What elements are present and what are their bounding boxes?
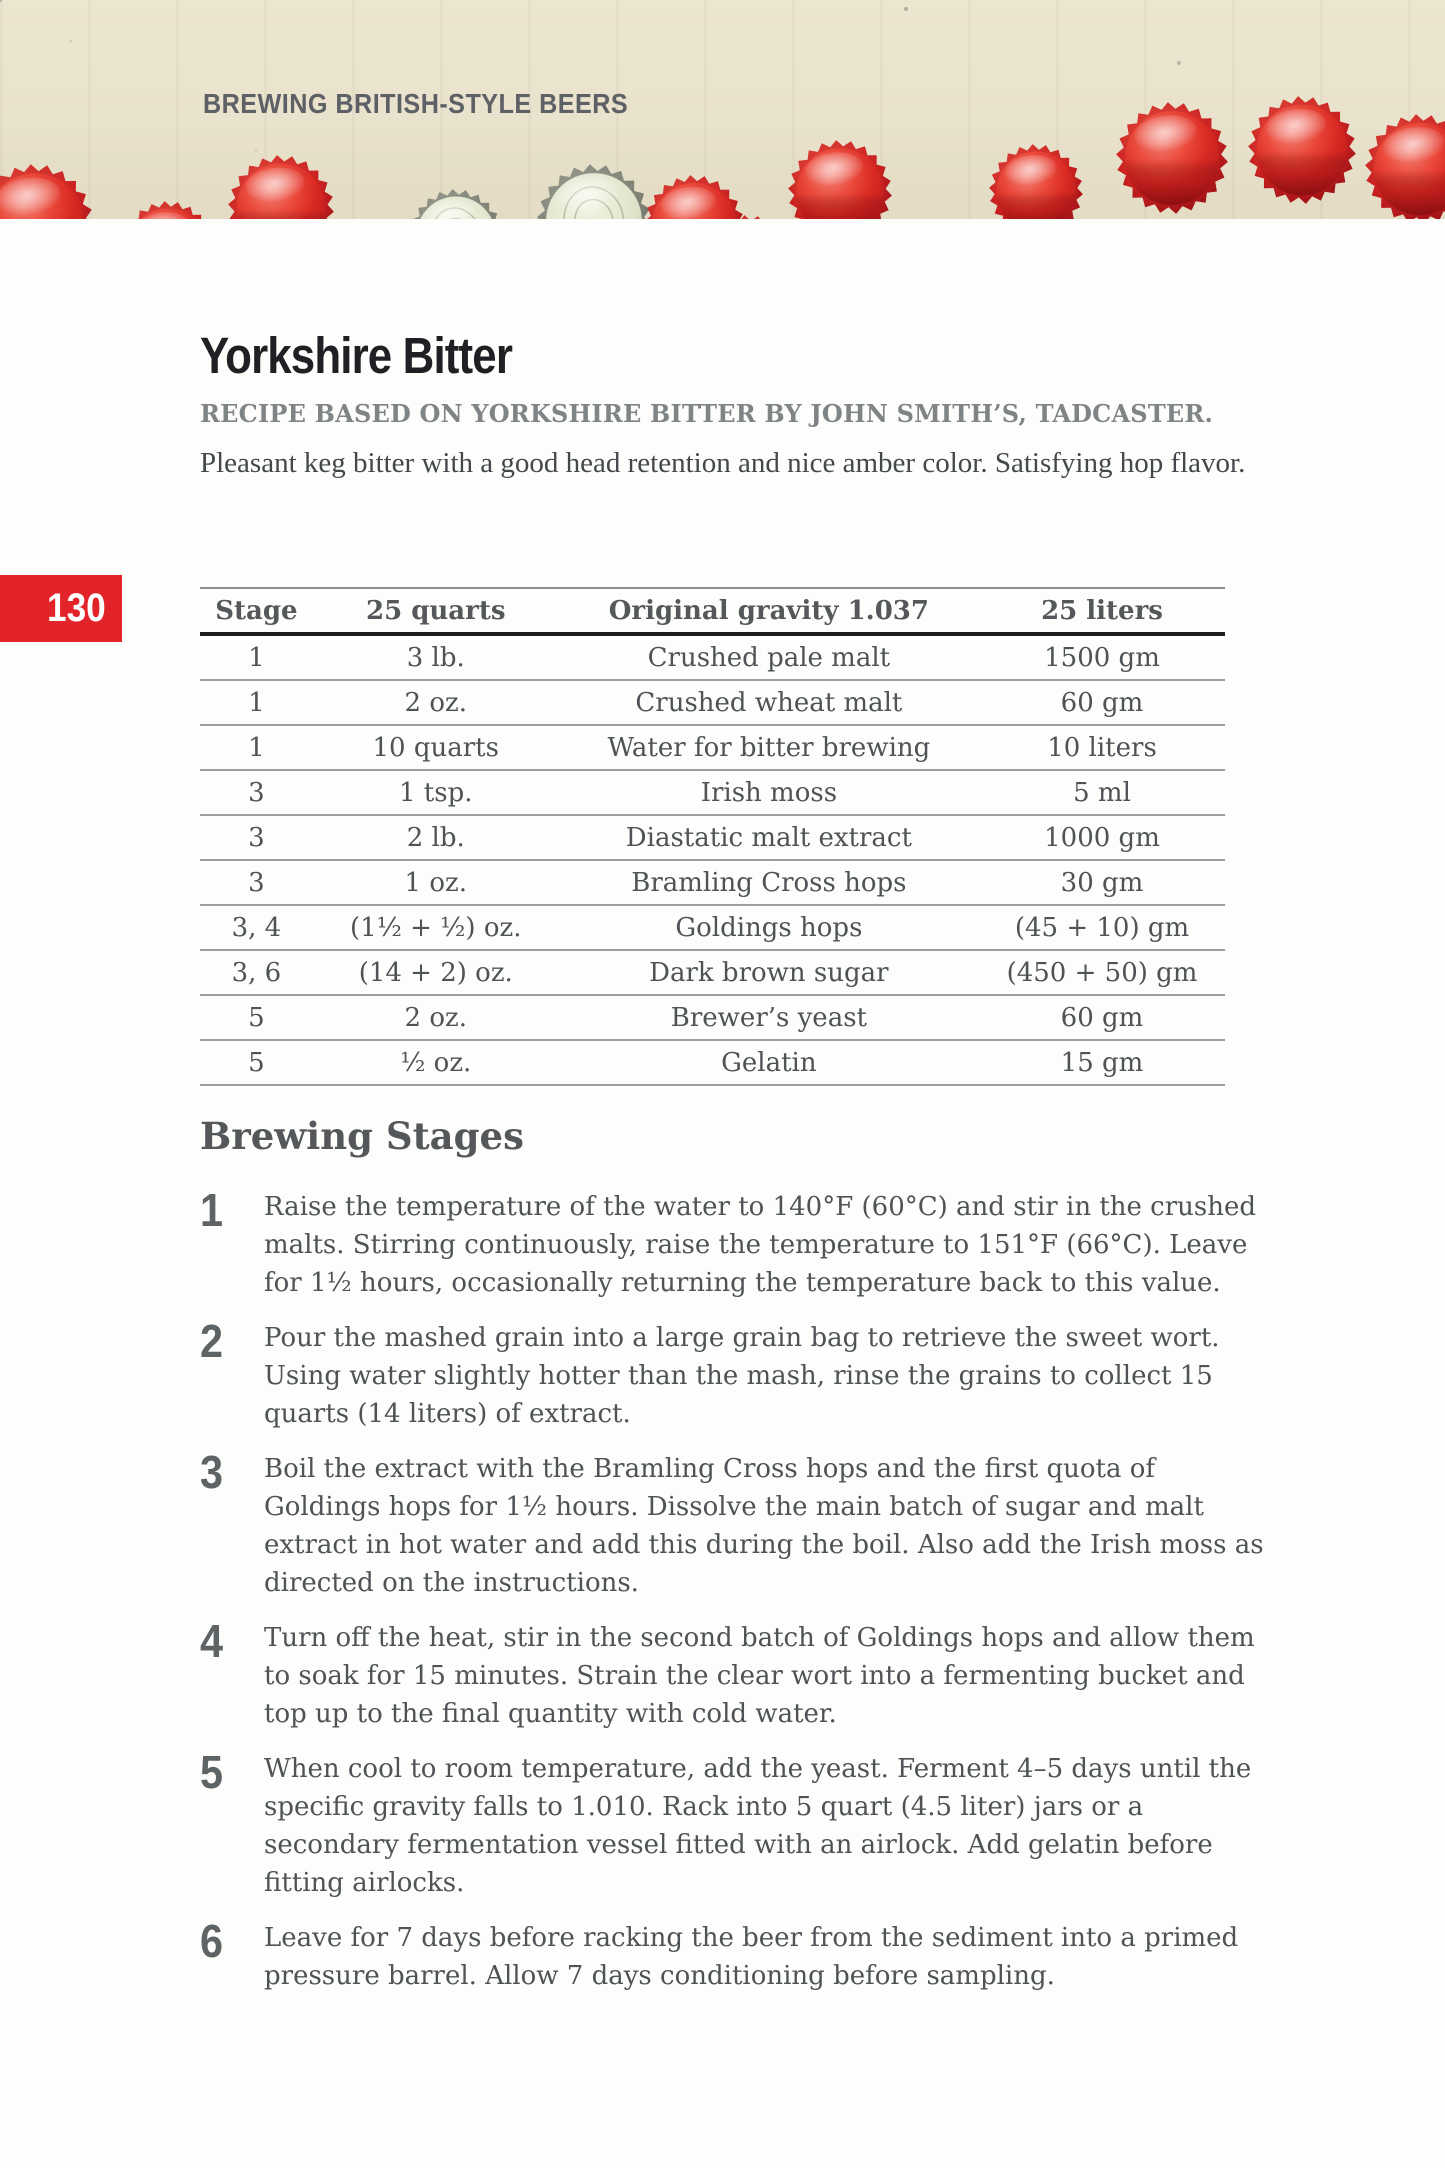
table-header-row — [200, 588, 1225, 634]
cell-liters: 60 gm — [1060, 1002, 1144, 1033]
table-row — [200, 815, 1225, 860]
cell-quarts: (1½ + ½) oz. — [350, 912, 522, 943]
red-bottle-cap-icon — [1248, 96, 1356, 204]
recipe-subtitle: RECIPE BASED ON YORKSHIRE BITTER BY JOHN SMITH’S, TADCASTER. — [200, 399, 1214, 428]
cell-liters: 1000 gm — [1044, 822, 1160, 853]
recipe-title: Yorkshire Bitter — [200, 327, 513, 384]
recipe-description: Pleasant keg bitter with a good head retention and nice amber color. Satisfying hop flavor. — [200, 447, 1246, 479]
red-bottle-cap-icon — [1116, 102, 1228, 214]
cell-liters: 30 gm — [1060, 867, 1144, 898]
cell-stage: 3 — [248, 867, 265, 898]
red-bottle-cap-icon — [121, 201, 215, 219]
step-number: 2 — [200, 1315, 224, 1367]
red-bottle-cap-icon — [0, 164, 93, 219]
table-row — [200, 905, 1225, 950]
brewing-step — [200, 1746, 1260, 1902]
cream-bottle-cap-icon — [409, 189, 503, 219]
cell-liters: 10 liters — [1047, 732, 1157, 763]
brewing-step — [200, 1184, 1260, 1302]
cell-quarts: 2 oz. — [404, 687, 467, 718]
step-text: Pour the mashed grain into a large grain bag to retrieve the sweet wort. Using water slightly hotter than the mash, rinse the grains to collect 15 quarts (14 liters) of extract. — [264, 1323, 1220, 1429]
step-number: 4 — [200, 1615, 224, 1667]
column-header-liters: 25 liters — [1041, 595, 1163, 626]
step-number: 1 — [200, 1184, 224, 1236]
column-header-quarts: 25 quarts — [365, 595, 506, 626]
red-bottle-cap-icon — [228, 155, 334, 219]
table-body — [200, 634, 1225, 1085]
cell-stage: 1 — [248, 687, 265, 718]
table-row — [200, 1040, 1225, 1085]
cell-stage: 1 — [248, 642, 265, 673]
cell-quarts: 3 lb. — [406, 642, 465, 673]
step-text: When cool to room temperature, add the yeast. Ferment 4–5 days until the specific gravity falls to 1.010. Rack into 5 quart (4.5 liter) jars or a secondary fermentation vessel fitted with an airlock. Add gelatin before fitting airlocks. — [264, 1754, 1252, 1898]
cell-stage: 3 — [248, 822, 265, 853]
cell-ingredient: Water for bitter brewing — [607, 732, 931, 763]
cell-quarts: 2 oz. — [404, 1002, 467, 1033]
cell-liters: (45 + 10) gm — [1014, 912, 1190, 943]
cell-quarts: 1 oz. — [404, 867, 467, 898]
cell-liters: (450 + 50) gm — [1006, 957, 1198, 988]
cell-liters: 5 ml — [1073, 777, 1131, 808]
cell-ingredient: Irish moss — [700, 777, 838, 808]
red-bottle-cap-icon — [989, 144, 1083, 219]
table-row — [200, 950, 1225, 995]
header-band — [0, 0, 1445, 219]
cell-ingredient: Goldings hops — [675, 912, 863, 943]
cell-stage: 5 — [248, 1047, 265, 1078]
step-number: 5 — [200, 1746, 224, 1798]
cell-stage: 5 — [248, 1002, 265, 1033]
cell-liters: 1500 gm — [1044, 642, 1160, 673]
table-row — [200, 860, 1225, 905]
cell-stage: 3, 6 — [231, 957, 282, 988]
step-number: 3 — [200, 1446, 224, 1498]
cell-ingredient: Crushed wheat malt — [635, 687, 903, 718]
cell-ingredient: Gelatin — [721, 1047, 817, 1078]
brewing-steps-list — [200, 1184, 1264, 2012]
page-number: 130 — [47, 586, 106, 630]
step-text: Raise the temperature of the water to 140°F (60°C) and stir in the crushed malts. Stirring continuously, raise the temperature to 151°F (66°C). Leave for 1½ hours, occasionally returning the temperature back to this value. — [264, 1192, 1257, 1298]
step-text: Turn off the heat, stir in the second batch of Goldings hops and allow them to soak for 15 minutes. Strain the clear wort into a fermenting bucket and top up to the final quantity with cold water. — [264, 1623, 1255, 1729]
cell-ingredient: Diastatic malt extract — [625, 822, 912, 853]
brewing-stages-heading: Brewing Stages — [200, 1114, 524, 1158]
cell-stage: 3, 4 — [231, 912, 282, 943]
page-number-tab — [0, 575, 122, 642]
step-number: 6 — [200, 1915, 224, 1967]
red-bottle-cap-icon — [644, 175, 744, 219]
brewing-step — [200, 1915, 1260, 1995]
red-bottle-cap-icon — [1365, 114, 1445, 219]
cell-stage: 3 — [248, 777, 265, 808]
cell-ingredient: Brewer’s yeast — [670, 1002, 867, 1033]
table-row — [200, 680, 1225, 725]
column-header-stage: Stage — [215, 595, 298, 626]
cell-quarts: 2 lb. — [406, 822, 465, 853]
table-row — [200, 770, 1225, 815]
ingredients-table — [200, 587, 1225, 1086]
cell-quarts: (14 + 2) oz. — [358, 957, 513, 988]
cell-stage: 1 — [248, 732, 265, 763]
brewing-step — [200, 1446, 1264, 1602]
table-row — [200, 725, 1225, 770]
step-text: Boil the extract with the Bramling Cross hops and the first quota of Goldings hops for 1½ hours. Dissolve the main batch of sugar and malt extract in hot water and add this during the boil. Also add the Irish moss as directed on the instructions. — [264, 1454, 1264, 1598]
step-text: Leave for 7 days before racking the beer from the sediment into a primed pressure barrel. Allow 7 days conditioning before sampling. — [264, 1923, 1239, 1991]
red-bottle-cap-icon — [788, 140, 892, 219]
cell-quarts: 1 tsp. — [398, 777, 473, 808]
table-row — [200, 634, 1225, 680]
cell-ingredient: Dark brown sugar — [649, 957, 889, 988]
cell-quarts: 10 quarts — [372, 732, 499, 763]
cell-ingredient: Crushed pale malt — [647, 642, 891, 673]
brewing-step — [200, 1615, 1260, 1733]
cell-liters: 60 gm — [1060, 687, 1144, 718]
cell-quarts: ½ oz. — [400, 1047, 472, 1078]
bottle-caps-layer — [0, 0, 1445, 219]
cell-ingredient: Bramling Cross hops — [631, 867, 907, 898]
cream-bottle-cap-icon — [537, 164, 651, 219]
column-header-gravity: Original gravity 1.037 — [608, 595, 929, 626]
cell-liters: 15 gm — [1060, 1047, 1144, 1078]
brewing-step — [200, 1315, 1260, 1433]
chapter-kicker: BREWING BRITISH-STYLE BEERS — [203, 88, 629, 119]
table-row — [200, 995, 1225, 1040]
